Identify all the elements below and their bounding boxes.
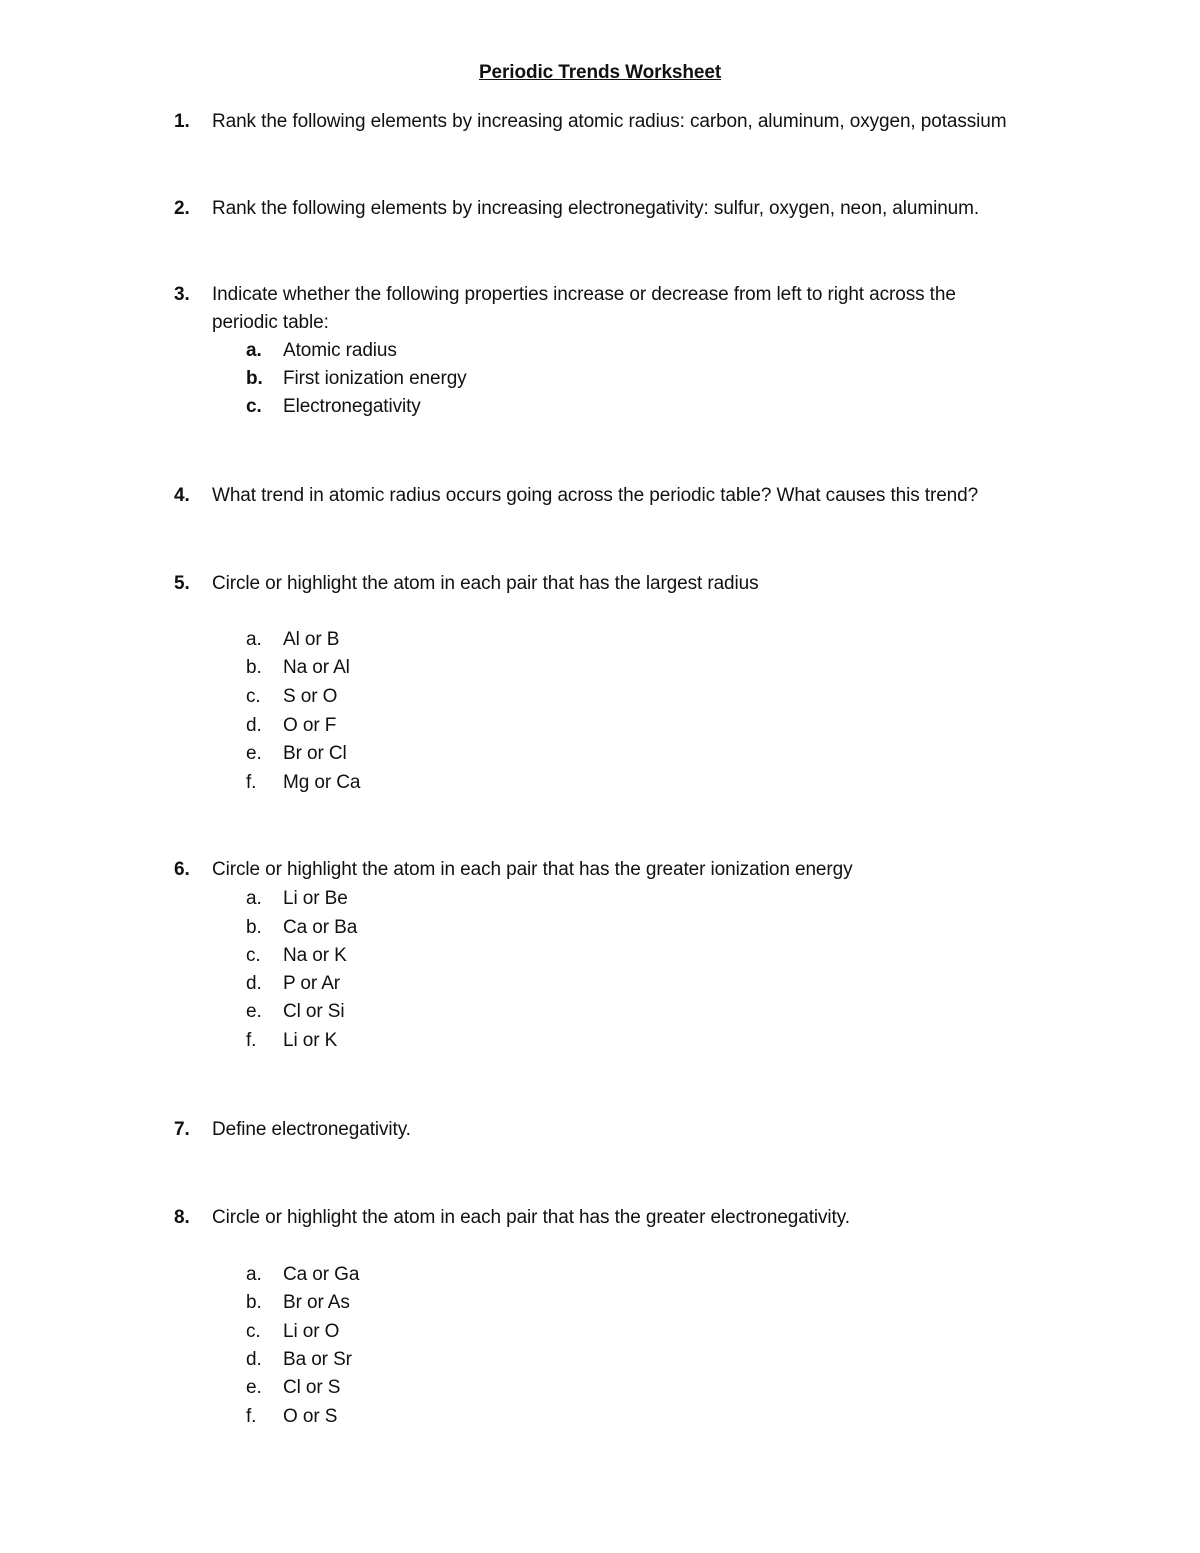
question-text: Indicate whether the following properties increase or decrease from left to right across the [212,284,956,305]
item-text: Electronegativity [283,396,421,417]
list-item [0,740,1200,768]
list-item [0,1403,1200,1431]
item-text: Atomic radius [283,340,397,361]
item-text: O or F [283,715,337,736]
item-letter: e. [246,743,262,764]
item-text: Br or As [283,1292,350,1313]
item-letter: c. [246,945,261,966]
question-text: Define electronegativity. [212,1119,411,1140]
list-item [0,337,1200,365]
question-number: 4. [174,485,190,506]
page-title: Periodic Trends Worksheet [478,62,722,83]
item-letter: b. [246,1292,262,1313]
question-text: Circle or highlight the atom in each pair that has the greater ionization energy [212,859,853,880]
item-text: Li or Be [283,888,348,909]
item-text: S or O [283,686,338,707]
item-text: Cl or Si [283,1001,345,1022]
item-text: Na or K [283,945,347,966]
item-text: Mg or Ca [283,772,361,793]
list-item [0,654,1200,682]
item-text: Ca or Ga [283,1264,360,1285]
item-text: Li or O [283,1321,340,1342]
item-letter: f. [246,1406,257,1427]
question-number: 8. [174,1207,190,1228]
item-letter: c. [246,686,261,707]
item-letter: a. [246,888,262,909]
item-text: Cl or S [283,1377,341,1398]
item-text: Ca or Ba [283,917,358,938]
item-text: Br or Cl [283,743,347,764]
item-letter: a. [246,340,262,361]
list-item [0,393,1200,421]
item-letter: b. [246,657,262,678]
item-letter: e. [246,1001,262,1022]
item-letter: c. [246,396,262,417]
item-letter: d. [246,973,262,994]
list-item [0,1289,1200,1317]
list-item [0,626,1200,654]
item-letter: f. [246,1030,257,1051]
list-item [0,914,1200,942]
item-letter: d. [246,715,262,736]
item-letter: c. [246,1321,261,1342]
question-number: 7. [174,1119,190,1140]
list-item [0,942,1200,970]
list-item [0,683,1200,711]
item-letter: f. [246,772,257,793]
list-item [0,1318,1200,1346]
question-text: What trend in atomic radius occurs going across the periodic table? What causes this trend? [212,485,979,506]
item-letter: e. [246,1377,262,1398]
item-letter: b. [246,368,263,389]
list-item [0,365,1200,393]
item-text: O or S [283,1406,338,1427]
list-item [0,998,1200,1026]
question-number: 1. [174,111,190,132]
item-letter: a. [246,629,262,650]
list-item [0,885,1200,913]
question-text-continued: periodic table: [212,312,329,333]
question-number: 5. [174,573,190,594]
list-item [0,1027,1200,1055]
item-text: P or Ar [283,973,341,994]
item-text: Li or K [283,1030,338,1051]
list-item [0,970,1200,998]
item-text: Al or B [283,629,340,650]
item-text: Na or Al [283,657,350,678]
question-number: 2. [174,198,190,219]
list-item [0,1261,1200,1289]
list-item [0,769,1200,797]
list-item [0,1374,1200,1402]
item-letter: b. [246,917,262,938]
item-text: First ionization energy [283,368,467,389]
question-text: Rank the following elements by increasing atomic radius: carbon, aluminum, oxygen, potassium [212,111,1007,132]
item-letter: d. [246,1349,262,1370]
list-item [0,1346,1200,1374]
item-letter: a. [246,1264,262,1285]
list-item [0,712,1200,740]
question-text: Rank the following elements by increasing electronegativity: sulfur, oxygen, neon, aluminum. [212,198,980,219]
question-text: Circle or highlight the atom in each pair that has the greater electronegativity. [212,1207,850,1228]
item-text: Ba or Sr [283,1349,352,1370]
question-number: 3. [174,284,190,305]
question-number: 6. [174,859,190,880]
question-text: Circle or highlight the atom in each pair that has the largest radius [212,573,759,594]
